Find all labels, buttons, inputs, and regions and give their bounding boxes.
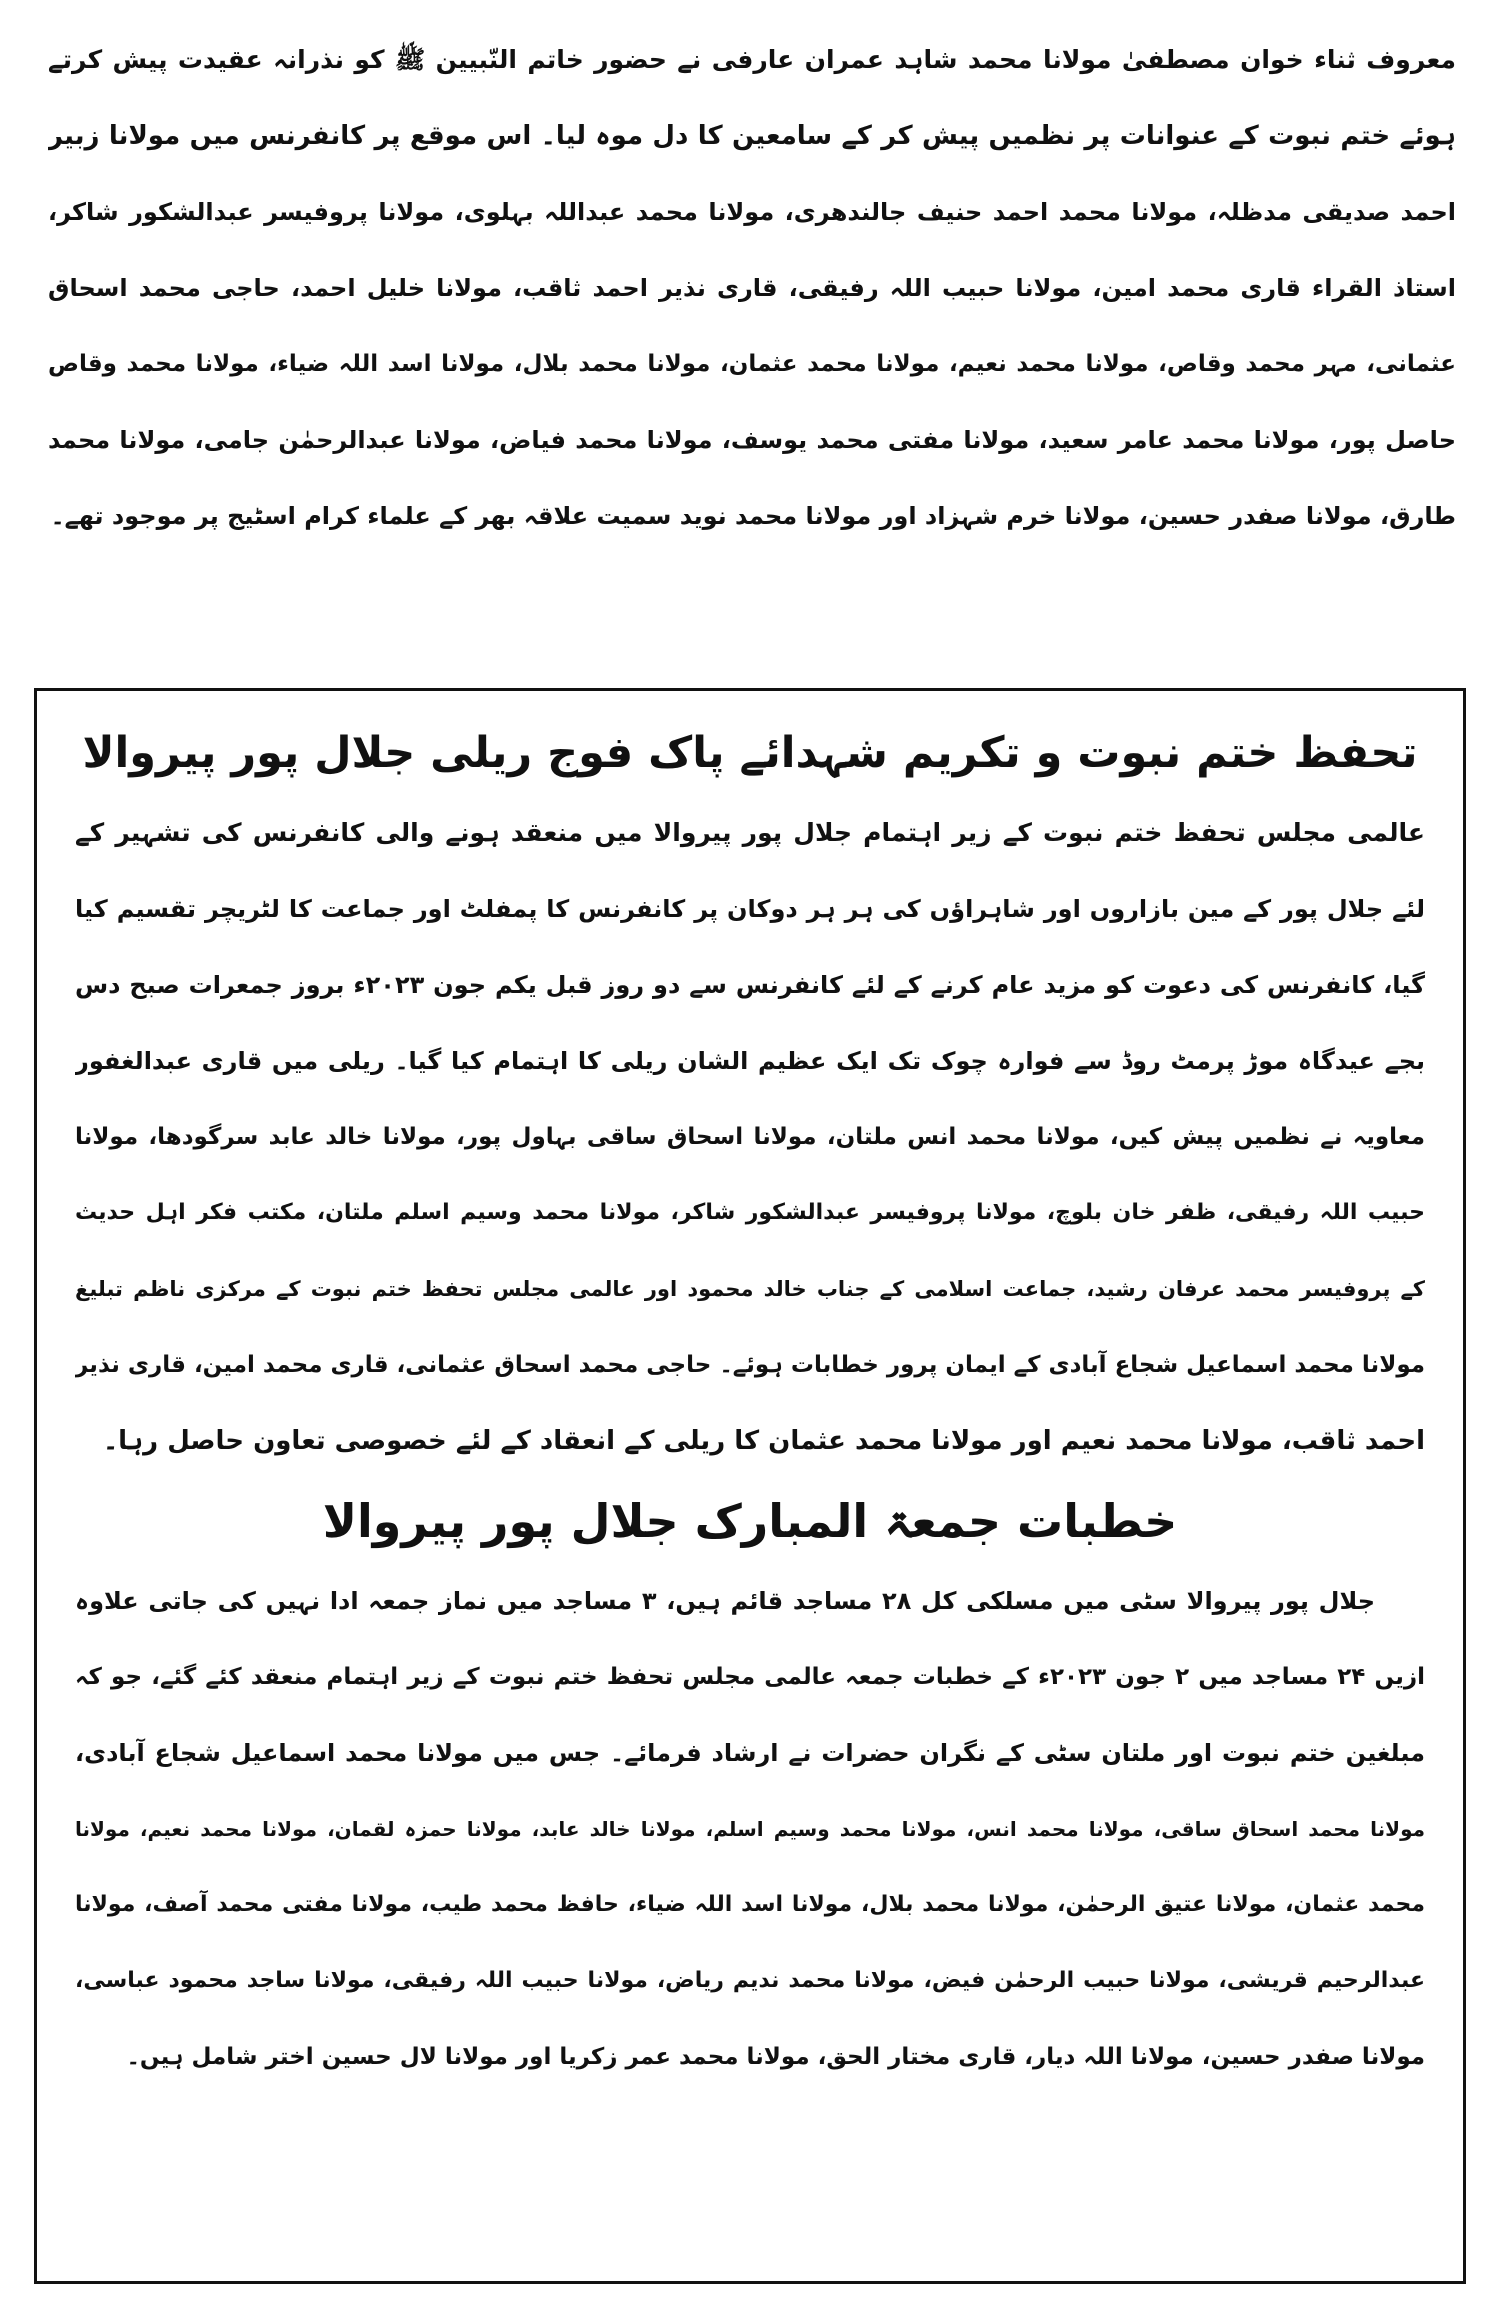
rally-paragraph — [75, 795, 1425, 1479]
text-line: گیا، کانفرنس کی دعوت کو مزید عام کرنے کے لئے کانفرنس سے دو روز قبل یکم جون ۲۰۲۳ء بروز جمعرات صبح دس — [75, 971, 1425, 999]
news-box-content — [75, 691, 1425, 2095]
text-line: مولانا محمد اسماعیل شجاع آبادی کے ایمان پرور خطابات ہوئے۔ حاجی محمد اسحاق عثمانی، قاری محمد امین، قاری نذیر — [75, 1352, 1425, 1378]
text-line: مولانا محمد اسحاق ساقی، مولانا محمد انس، مولانا محمد وسیم اسلم، مولانا خالد عابد، مولانا حمزہ لقمان، مولانا محمد نعیم، مولانا — [75, 1817, 1425, 1841]
text-line: محمد عثمان، مولانا عتیق الرحمٰن، مولانا محمد بلال، مولانا اسد اللہ ضیاء، حافظ محمد طیب، مولانا مفتی محمد آصف، مولانا — [75, 1892, 1425, 1917]
text-line: احمد ثاقب، مولانا محمد نعیم اور مولانا محمد عثمان کا ریلی کے انعقاد کے لئے خصوصی تعاون حاصل رہا۔ — [102, 1426, 1425, 1456]
text-line: عبدالرحیم قریشی، مولانا حبیب الرحمٰن فیض، مولانا محمد ندیم ریاض، مولانا حبیب اللہ رفیقی، مولانا ساجد محمود عباسی، — [75, 1968, 1425, 1993]
text-line: حبیب اللہ رفیقی، ظفر خان بلوچ، مولانا پروفیسر عبدالشکور شاکر، مولانا محمد وسیم اسلم ملتان، مکتب فکر اہل حدیث — [75, 1200, 1425, 1225]
text-line: جلال پور پیروالا سٹی میں مسلکی کل ۲۸ مساجد قائم ہیں، ۳ مساجد میں نماز جمعہ ادا نہیں کی جاتی علاوہ — [75, 1587, 1375, 1615]
text-line: کے پروفیسر محمد عرفان رشید، جماعت اسلامی کے جناب خالد محمود اور عالمی مجلس تحفظ ختم نبوت کے مرکزی ناظم تبلیغ — [75, 1277, 1425, 1301]
friday-sermons-paragraph — [75, 1563, 1425, 2095]
text-line: مولانا صفدر حسین، مولانا اللہ دیار، قاری مختار الحق، مولانا محمد عمر زکریا اور مولانا لال حسین اختر شامل ہیں۔ — [126, 2044, 1425, 2070]
text-line: استاذ القراء قاری محمد امین، مولانا حبیب اللہ رفیقی، قاری نذیر احمد ثاقب، مولانا خلیل احمد، حاجی محمد اسحاق — [48, 274, 1456, 302]
top-paragraph — [48, 22, 1456, 554]
text-line: احمد صدیقی مدظلہ، مولانا محمد احمد حنیف جالندھری، مولانا محمد عبداللہ بہلوی، مولانا پروفیسر عبدالشکور شاکر، — [48, 198, 1456, 226]
text-line: حاصل پور، مولانا محمد عامر سعید، مولانا مفتی محمد یوسف، مولانا محمد فیاض، مولانا عبدالرحمٰن جامی، مولانا محمد — [48, 426, 1456, 454]
text-line: ازیں ۲۴ مساجد میں ۲ جون ۲۰۲۳ء کے خطبات جمعہ عالمی مجلس تحفظ ختم نبوت کے زیر اہتمام منعقد کئے گئے، جو کہ — [75, 1664, 1425, 1690]
text-line: لئے جلال پور کے مین بازاروں اور شاہراؤں کی ہر ہر دوکان پر کانفرنس کا پمفلٹ اور جماعت کا لٹریچر تقسیم کیا — [75, 895, 1425, 923]
text-line: معاویہ نے نظمیں پیش کیں، مولانا محمد انس ملتان، مولانا اسحاق ساقی بہاول پور، مولانا خالد عابد سرگودھا، مولانا — [75, 1124, 1425, 1150]
rally-heading: تحفظ ختم نبوت و تکریم شہدائے پاک فوج ریلی جلال پور پیروالا — [82, 728, 1418, 778]
text-line: عثمانی، مہر محمد وقاص، مولانا محمد نعیم، مولانا محمد عثمان، مولانا محمد بلال، مولانا اسد اللہ ضیاء، مولانا محمد وقاص — [48, 351, 1456, 377]
text-line: ہوئے ختم نبوت کے عنوانات پر نظمیں پیش کر کے سامعین کا دل موہ لیا۔ اس موقع پر کانفرنس میں مولانا زبیر — [48, 121, 1456, 151]
text-line: بجے عیدگاہ موڑ پرمٹ روڈ سے فوارہ چوک تک ایک عظیم الشان ریلی کا اہتمام کیا گیا۔ ریلی میں قاری عبدالغفور — [75, 1047, 1425, 1075]
text-line: طارق، مولانا صفدر حسین، مولانا خرم شہزاد اور مولانا محمد نوید سمیت علاقہ بھر کے علماء کرام اسٹیج پر موجود تھے۔ — [50, 502, 1456, 530]
text-line: معروف ثناء خوان مصطفیٰ مولانا محمد شاہد عمران عارفی نے حضور خاتم النّبیین ﷺ کو نذرانہ عقیدت پیش کرتے — [48, 45, 1456, 74]
text-line: عالمی مجلس تحفظ ختم نبوت کے زیر اہتمام جلال پور پیروالا میں منعقد ہونے والی کانفرنس کی تشہیر کے — [75, 818, 1425, 847]
friday-sermons-heading: خطبات جمعۃ المبارک جلال پور پیروالا — [322, 1494, 1178, 1548]
text-line: مبلغین ختم نبوت اور ملتان سٹی کے نگران حضرات نے ارشاد فرمائے۔ جس میں مولانا محمد اسماعیل شجاع آبادی، — [75, 1739, 1425, 1767]
news-box — [34, 688, 1466, 2284]
